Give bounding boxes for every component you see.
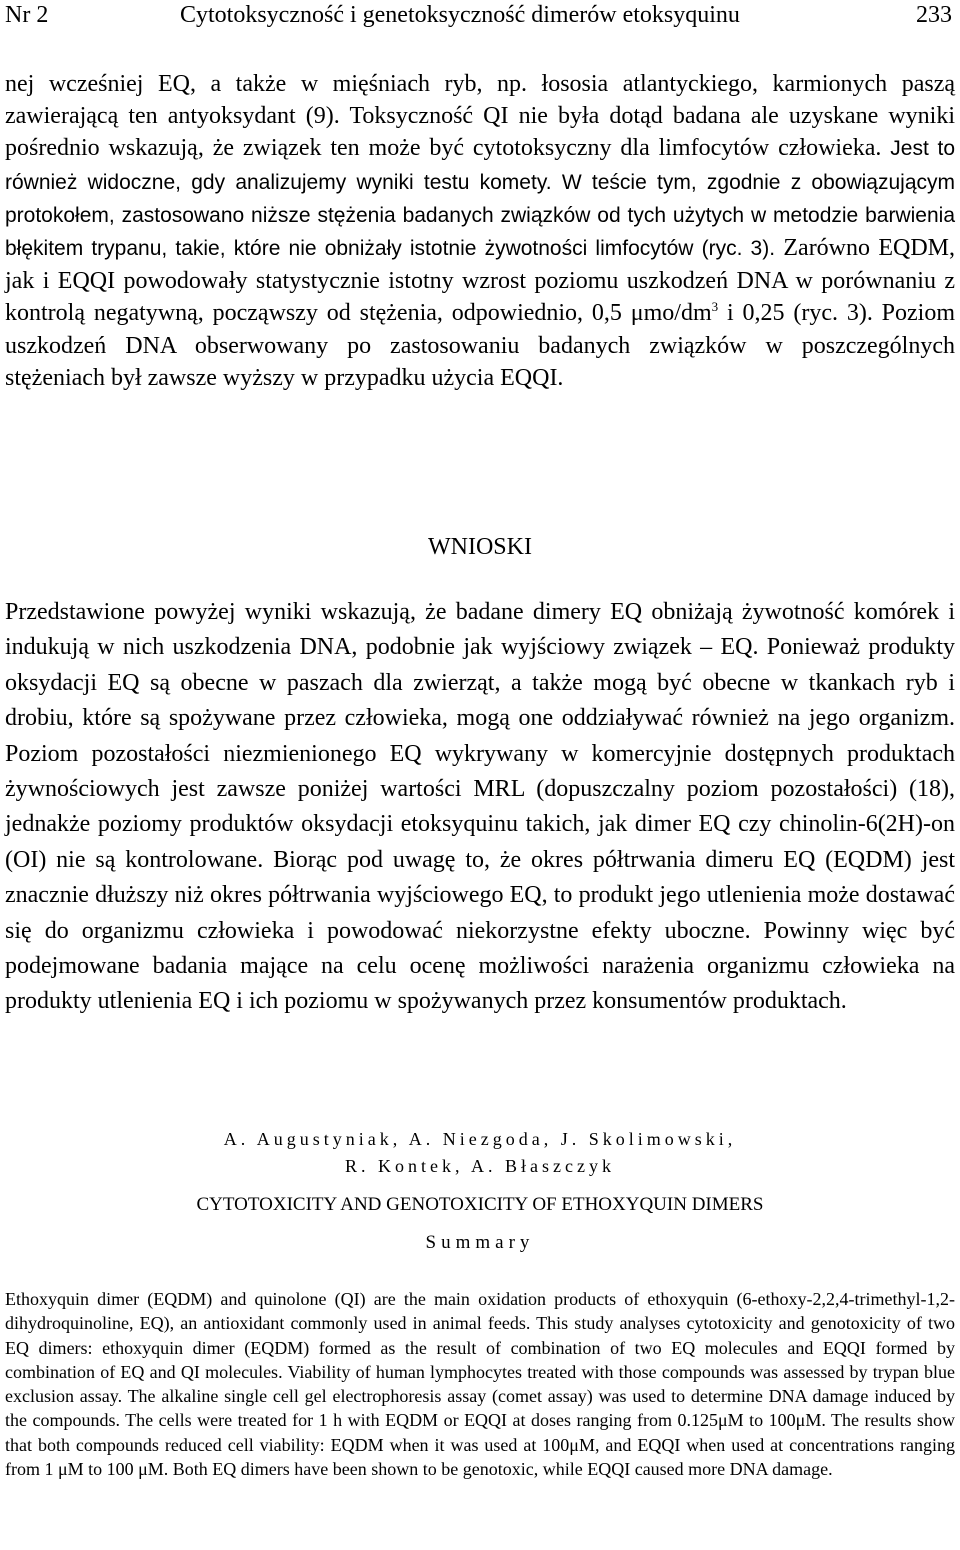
discussion-sentence-1: nej wcześniej EQ, a także w mięśniach ryb, np. łososia atlantyckiego, karmionych paszą zawierającą ten antyoksydant (9). Toksyczność QI nie była dotąd badana ale uzyskane wyniki pośrednio wskazują, że związek ten może być cytotoksyczny dla limfocytów człowieka. [5, 71, 955, 162]
discussion-sentence-4: i 0,25 (ryc. 3). Poziom uszkodzeń DNA obserwowany po zastosowaniu badanych związków w poszczególnych stężeniach był zawsze wyższy w przypadku użycia EQQI. [5, 300, 956, 391]
discussion-paragraph [5, 68, 955, 394]
conclusions-paragraph: Przedstawione powyżej wyniki wskazują, że badane dimery EQ obniżają żywotność komórek i indukują w nich uszkodzenia DNA, podobnie jak wyjściowy związek – EQ. Ponieważ produkty oksydacji EQ są obecne w paszach dla zwierząt, a także mogą być obecne w tkankach ryb i drobiu, które są spożywane przez człowieka, mogą one oddziaływać również na jego organizm. Poziom pozostałości niezmienionego EQ wykrywany w komercyjnie dostępnych produktach żywnościowych jest zawsze poniżej wartości MRL (dopuszczalny poziom pozostałości) (18), jednakże poziomy produktów oksydacji etoksyquinu takich, jak dimer EQ czy chinolin-6(2H)-on (OI) nie są kontrolowane. Biorąc pod uwagę to, że okres półtrwania dimeru EQ (EQDM) jest znacznie dłuższy niż okres półtrwania wyjściowego EQ, to produkt jego utlenienia może dostawać się do organizmu człowieka i powodować niekorzystne efekty uboczne. Powinny więc być podejmowane badania mające na celu ocenę możliwości narażenia organizmu człowieka na produkty utlenienia EQ i ich poziomu w spożywanych przez konsumentów produktach. [5, 599, 955, 1015]
authors-block [0, 1126, 960, 1180]
english-title: CYTOTOXICITY AND GENOTOXICITY OF ETHOXYQUIN DIMERS [196, 1194, 764, 1215]
summary-heading: Summary [425, 1232, 535, 1253]
running-header [5, 2, 952, 32]
superscript-3: 3 [711, 299, 719, 315]
discussion-sentence-3: Zarówno EQDM, jak i EQQI powodowały statystycznie istotny wzrost poziomu uszkodzeń DNA w porównaniu z kontrolą negatywną, począwszy od stężenia, odpowiednio, 0,5 μmo/dm [5, 235, 955, 327]
discussion-sentence-2: Jest to również widoczne, gdy analizujemy wyniki testu komety. W teście tym, zgodnie z obowiązującym protokołem, zastosowano niższe stężenia badanych związków od tych użytych w metodzie barwienia błękitem trypanu, takie, które nie obniżały istotnie żywotności limfocytów (ryc. 3). [5, 137, 955, 261]
issue-number: Nr 2 [5, 2, 49, 28]
authors-line-2: R. Kontek, A. Błaszczyk [345, 1156, 615, 1176]
running-title: Cytotoksyczność i genetoksyczność dimerów etoksyquinu [180, 2, 740, 28]
conclusions-heading: WNIOSKI [428, 534, 532, 560]
abstract-paragraph: Ethoxyquin dimer (EQDM) and quinolone (QI) are the main oxidation products of ethoxyquin (6-ethoxy-2,2,4-trimethyl-1,2-dihydroquinoline, EQ), an antioxidant commonly used in animal feeds. This study analyses cytotoxicity and genotoxicity of two EQ dimers: ethoxyquin dimer (EQDM) formed as the result of combination of two EQ molecules and EQQI formed by combination of EQ and QI molecules. Viability of human lymphocytes treated with those compounds was assessed by trypan blue exclusion assay. The alkaline single cell gel electrophoresis assay (comet assay) was used to determine DNA damage induced by the compounds. The cells were treated for 1 h with EQDM or EQQI at doses ranging from 0.125μM to 100μM. The results show that both compounds reduced cell viability: EQDM when it was used at 100μM, and EQQI when used at concentrations ranging from 1 μM to 100 μM. Both EQ dimers have been shown to be genotoxic, while EQQI caused more DNA damage. [5, 1289, 955, 1480]
authors-line-1: A. Augustyniak, A. Niezgoda, J. Skolimowski, [223, 1129, 737, 1149]
page-number: 233 [916, 2, 952, 28]
